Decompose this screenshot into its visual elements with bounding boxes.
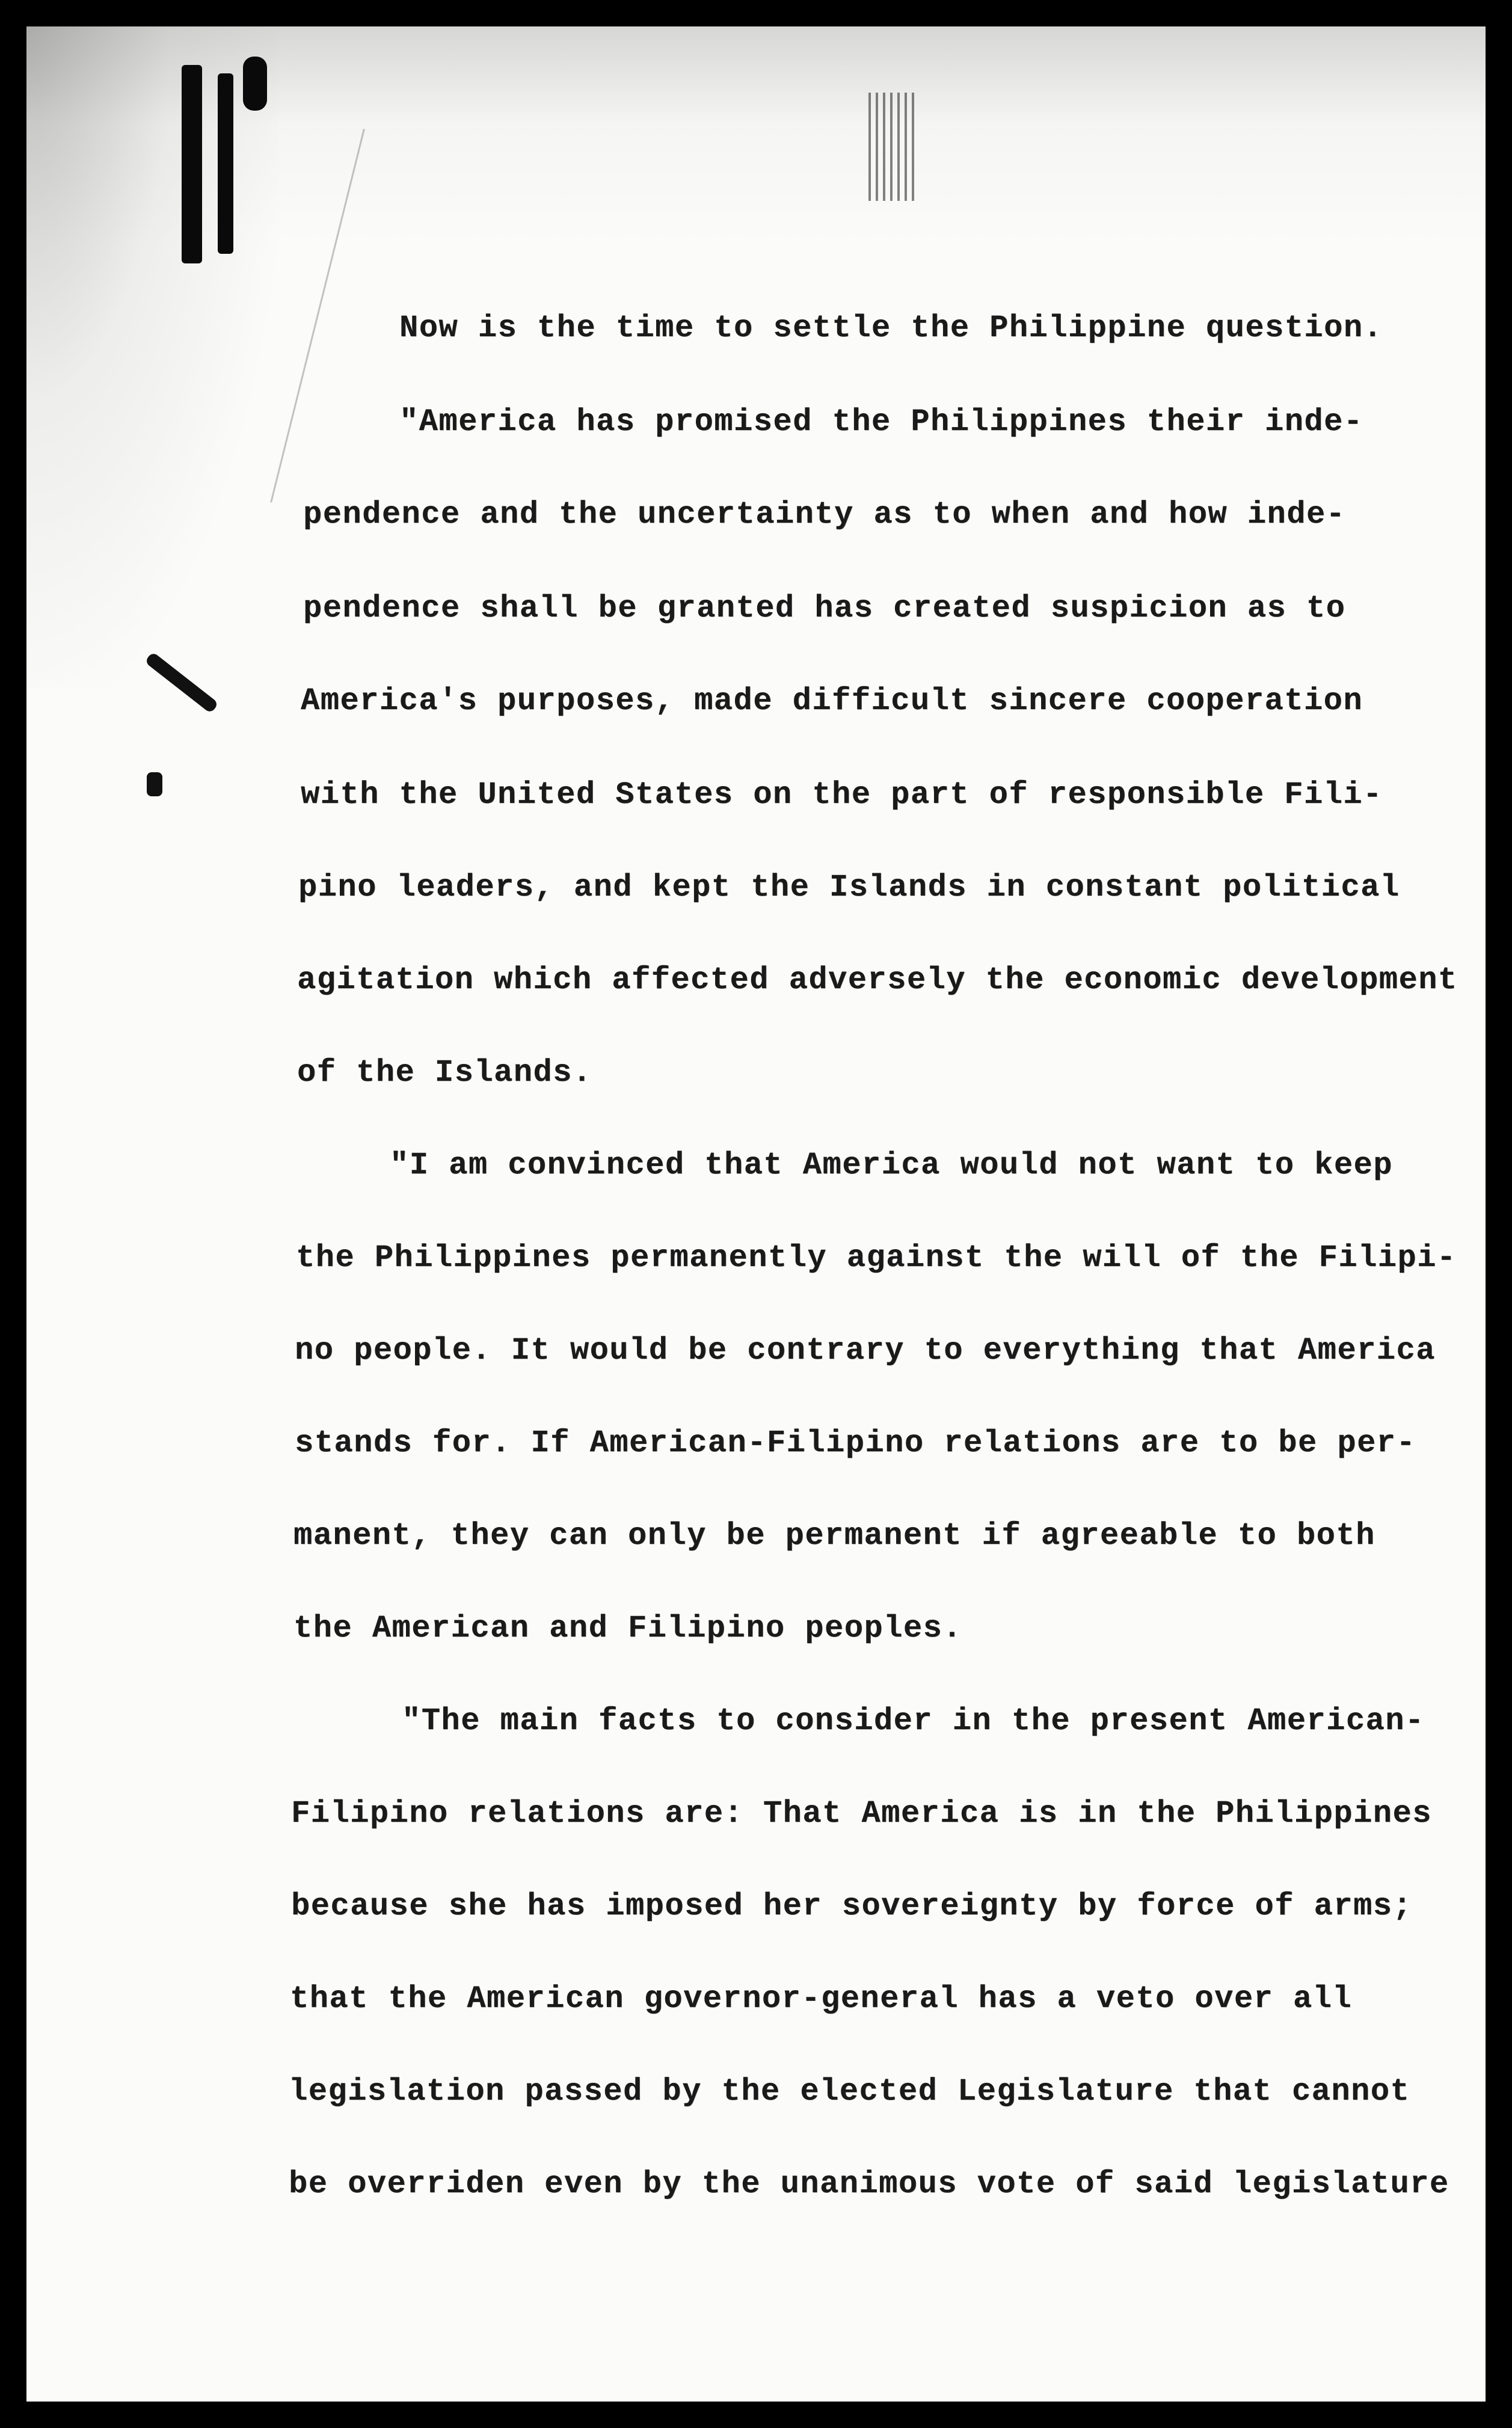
text-line: agitation which affected adversely the economic development	[297, 962, 1458, 998]
text-line: no people. It would be contrary to everything that America	[295, 1333, 1436, 1368]
binding-mark	[182, 65, 202, 263]
text-line: legislation passed by the elected Legislature that cannot	[289, 2074, 1410, 2109]
document-page	[26, 26, 1486, 2402]
text-line: pino leaders, and kept the Islands in constant political	[298, 870, 1400, 905]
scan-artifact	[868, 93, 917, 201]
text-line: pendence shall be granted has created suspicion as to	[303, 591, 1346, 626]
text-line: America's purposes, made difficult sincere cooperation	[301, 683, 1363, 719]
text-line: that the American governor-general has a veto over all	[290, 1981, 1353, 2017]
text-line: because she has imposed her sovereignty by force of arms;	[291, 1889, 1413, 1924]
text-line: of the Islands.	[297, 1055, 592, 1090]
text-line: Filipino relations are: That America is in the Philippines	[291, 1796, 1432, 1831]
binding-mark	[243, 57, 267, 111]
ink-blot	[147, 772, 162, 796]
binding-mark	[218, 73, 233, 254]
text-line: "The main facts to consider in the present American-	[402, 1703, 1425, 1739]
text-line: pendence and the uncertainty as to when and how inde-	[303, 497, 1346, 532]
text-line: the American and Filipino peoples.	[293, 1611, 962, 1646]
text-line: Now is the time to settle the Philippine question.	[399, 310, 1383, 346]
text-line: stands for. If American-Filipino relations are to be per-	[295, 1425, 1416, 1461]
text-line: the Philippines permanently against the will of the Filipi-	[296, 1240, 1457, 1276]
page-stain-corner	[26, 26, 279, 688]
text-line: with the United States on the part of responsible Fili-	[301, 777, 1383, 813]
text-line: manent, they can only be permanent if agreeable to both	[293, 1518, 1375, 1554]
text-line: be overriden even by the unanimous vote of said legislature	[289, 2166, 1449, 2202]
text-line: "America has promised the Philippines their inde-	[399, 404, 1363, 440]
text-line: "I am convinced that America would not want to keep	[390, 1148, 1393, 1183]
